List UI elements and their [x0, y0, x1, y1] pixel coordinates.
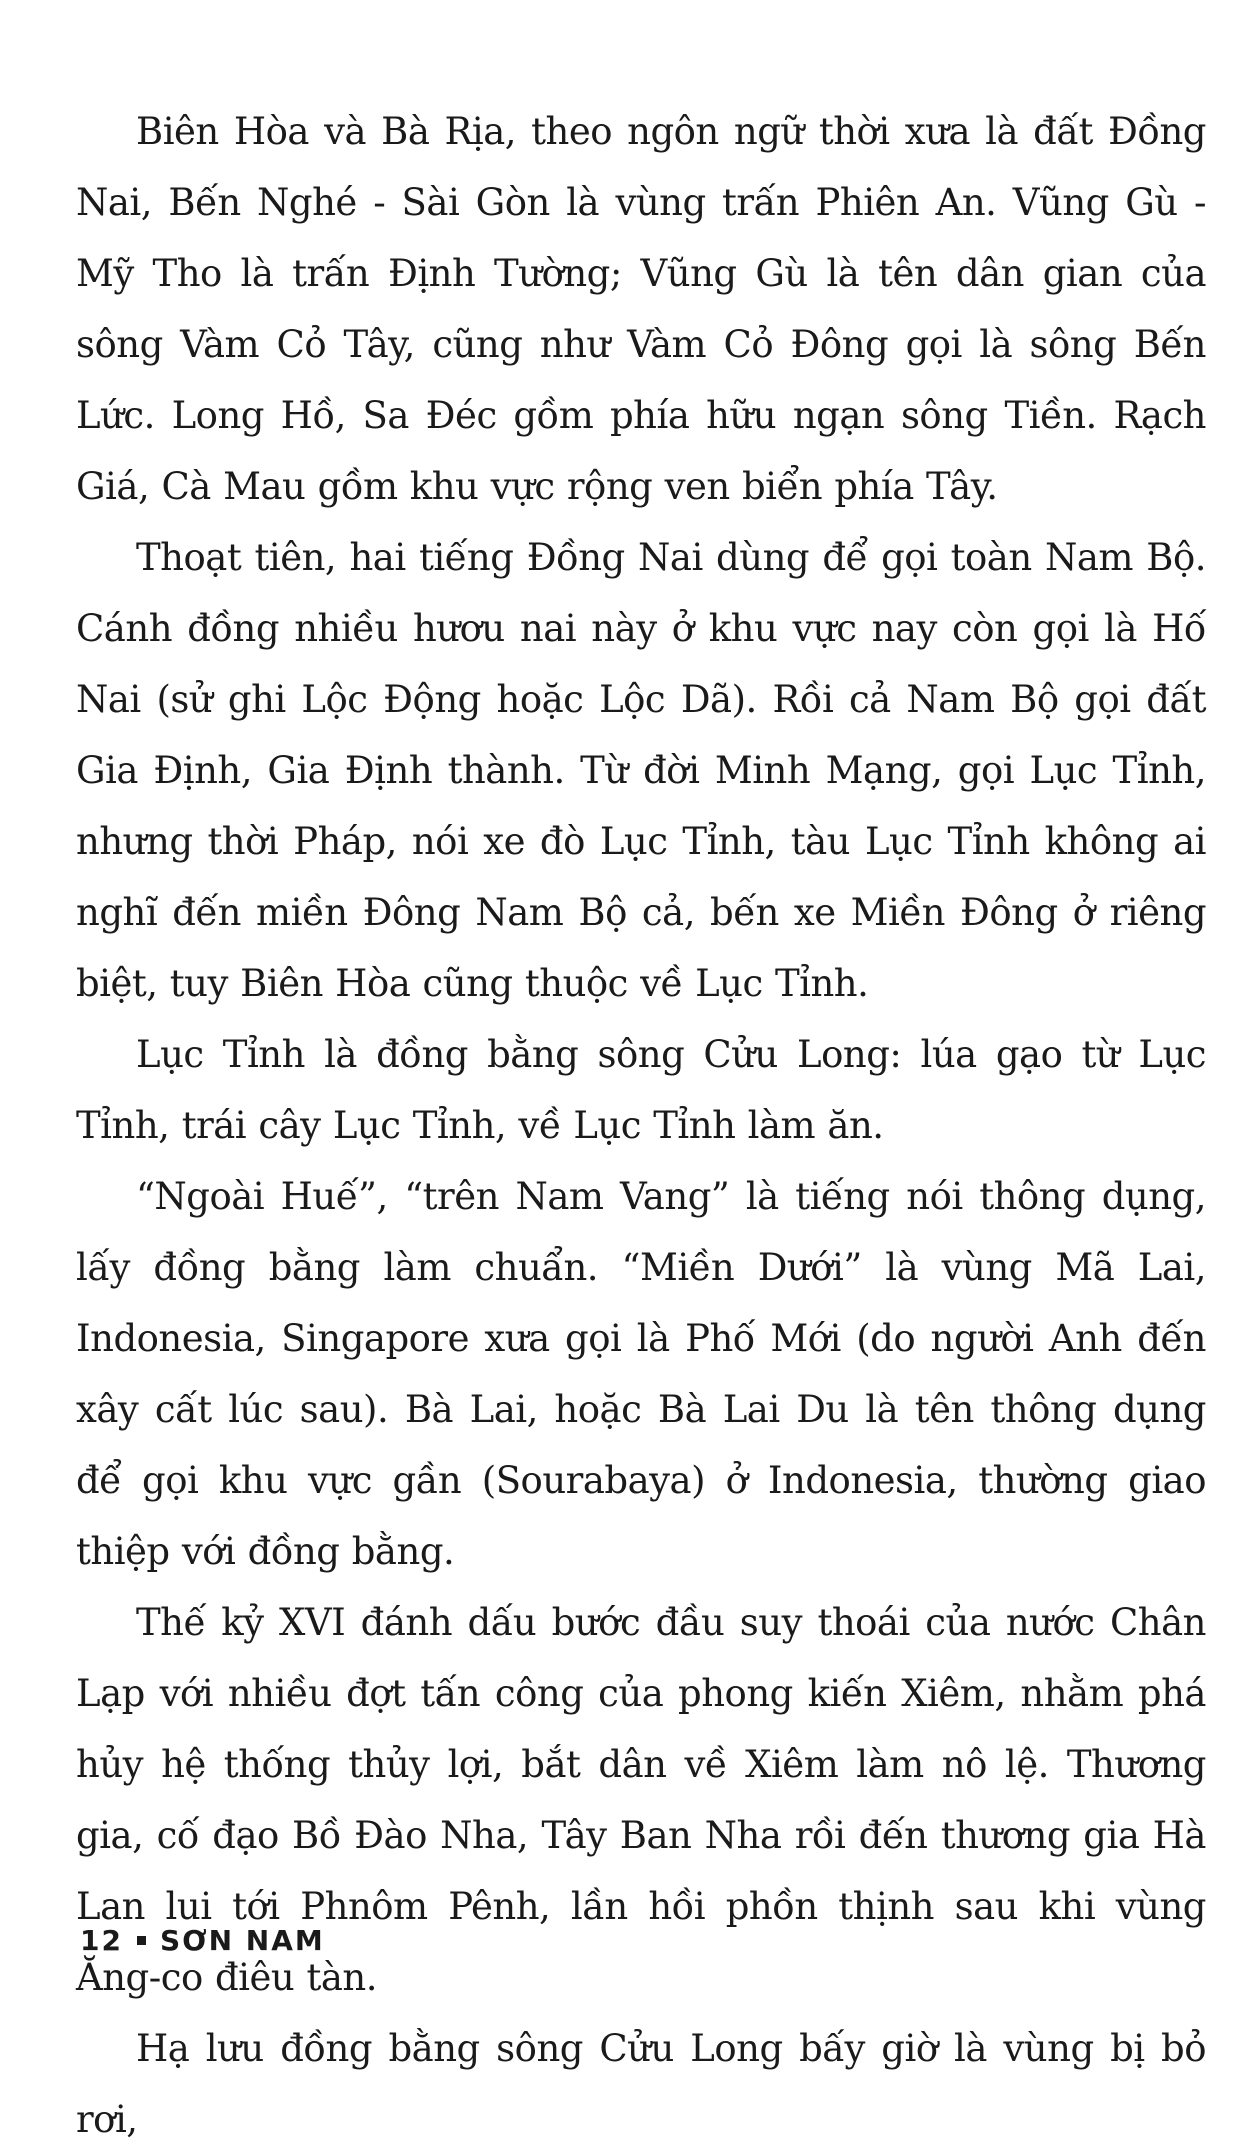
page-footer	[80, 1924, 325, 1957]
paragraph-1: Biên Hòa và Bà Rịa, theo ngôn ngữ thời xưa là đất Đồng Nai, Bến Nghé - Sài Gòn là vùng trấn Phiên An. Vũng Gù - Mỹ Tho là trấn Định Tường; Vũng Gù là tên dân gian của sông Vàm Cỏ Tây, cũng như Vàm Cỏ Đông gọi là sông Bến Lức. Long Hồ, Sa Đéc gồm phía hữu ngạn sông Tiền. Rạch Giá, Cà Mau gồm khu vực rộng ven biển phía Tây.	[76, 110, 1206, 508]
body-text	[76, 96, 1206, 2155]
square-bullet-icon	[137, 1936, 146, 1945]
paragraph-4: “Ngoài Huế”, “trên Nam Vang” là tiếng nói thông dụng, lấy đồng bằng làm chuẩn. “Miền Dưới” là vùng Mã Lai, Indonesia, Singapore xưa gọi là Phố Mới (do người Anh đến xây cất lúc sau). Bà Lai, hoặc Bà Lai Du là tên thông dụng để gọi khu vực gần (Sourabaya) ở Indonesia, thường giao thiệp với đồng bằng.	[76, 1175, 1206, 1573]
paragraph-5: Thế kỷ XVI đánh dấu bước đầu suy thoái của nước Chân Lạp với nhiều đợt tấn công của phong kiến Xiêm, nhằm phá hủy hệ thống thủy lợi, bắt dân về Xiêm làm nô lệ. Thương gia, cố đạo Bồ Đào Nha, Tây Ban Nha rồi đến thương gia Hà Lan lui tới Phnôm Pênh, lần hồi phồn thịnh sau khi vùng Ăng-co điêu tàn.	[76, 1601, 1206, 1999]
paragraph-6: Hạ lưu đồng bằng sông Cửu Long bấy giờ là vùng bị bỏ rơi,	[76, 2027, 1206, 2141]
paragraph-3: Lục Tỉnh là đồng bằng sông Cửu Long: lúa gạo từ Lục Tỉnh, trái cây Lục Tỉnh, về Lục Tỉnh làm ăn.	[76, 1033, 1206, 1147]
author-name: SƠN NAM	[159, 1924, 325, 1957]
paragraph-2: Thoạt tiên, hai tiếng Đồng Nai dùng để gọi toàn Nam Bộ. Cánh đồng nhiều hươu nai này ở khu vực nay còn gọi là Hố Nai (sử ghi Lộc Động hoặc Lộc Dã). Rồi cả Nam Bộ gọi đất Gia Định, Gia Định thành. Từ đời Minh Mạng, gọi Lục Tỉnh, nhưng thời Pháp, nói xe đò Lục Tỉnh, tàu Lục Tỉnh không ai nghĩ đến miền Đông Nam Bộ cả, bến xe Miền Đông ở riêng biệt, tuy Biên Hòa cũng thuộc về Lục Tỉnh.	[76, 536, 1206, 1005]
page-number: 12	[80, 1924, 123, 1957]
